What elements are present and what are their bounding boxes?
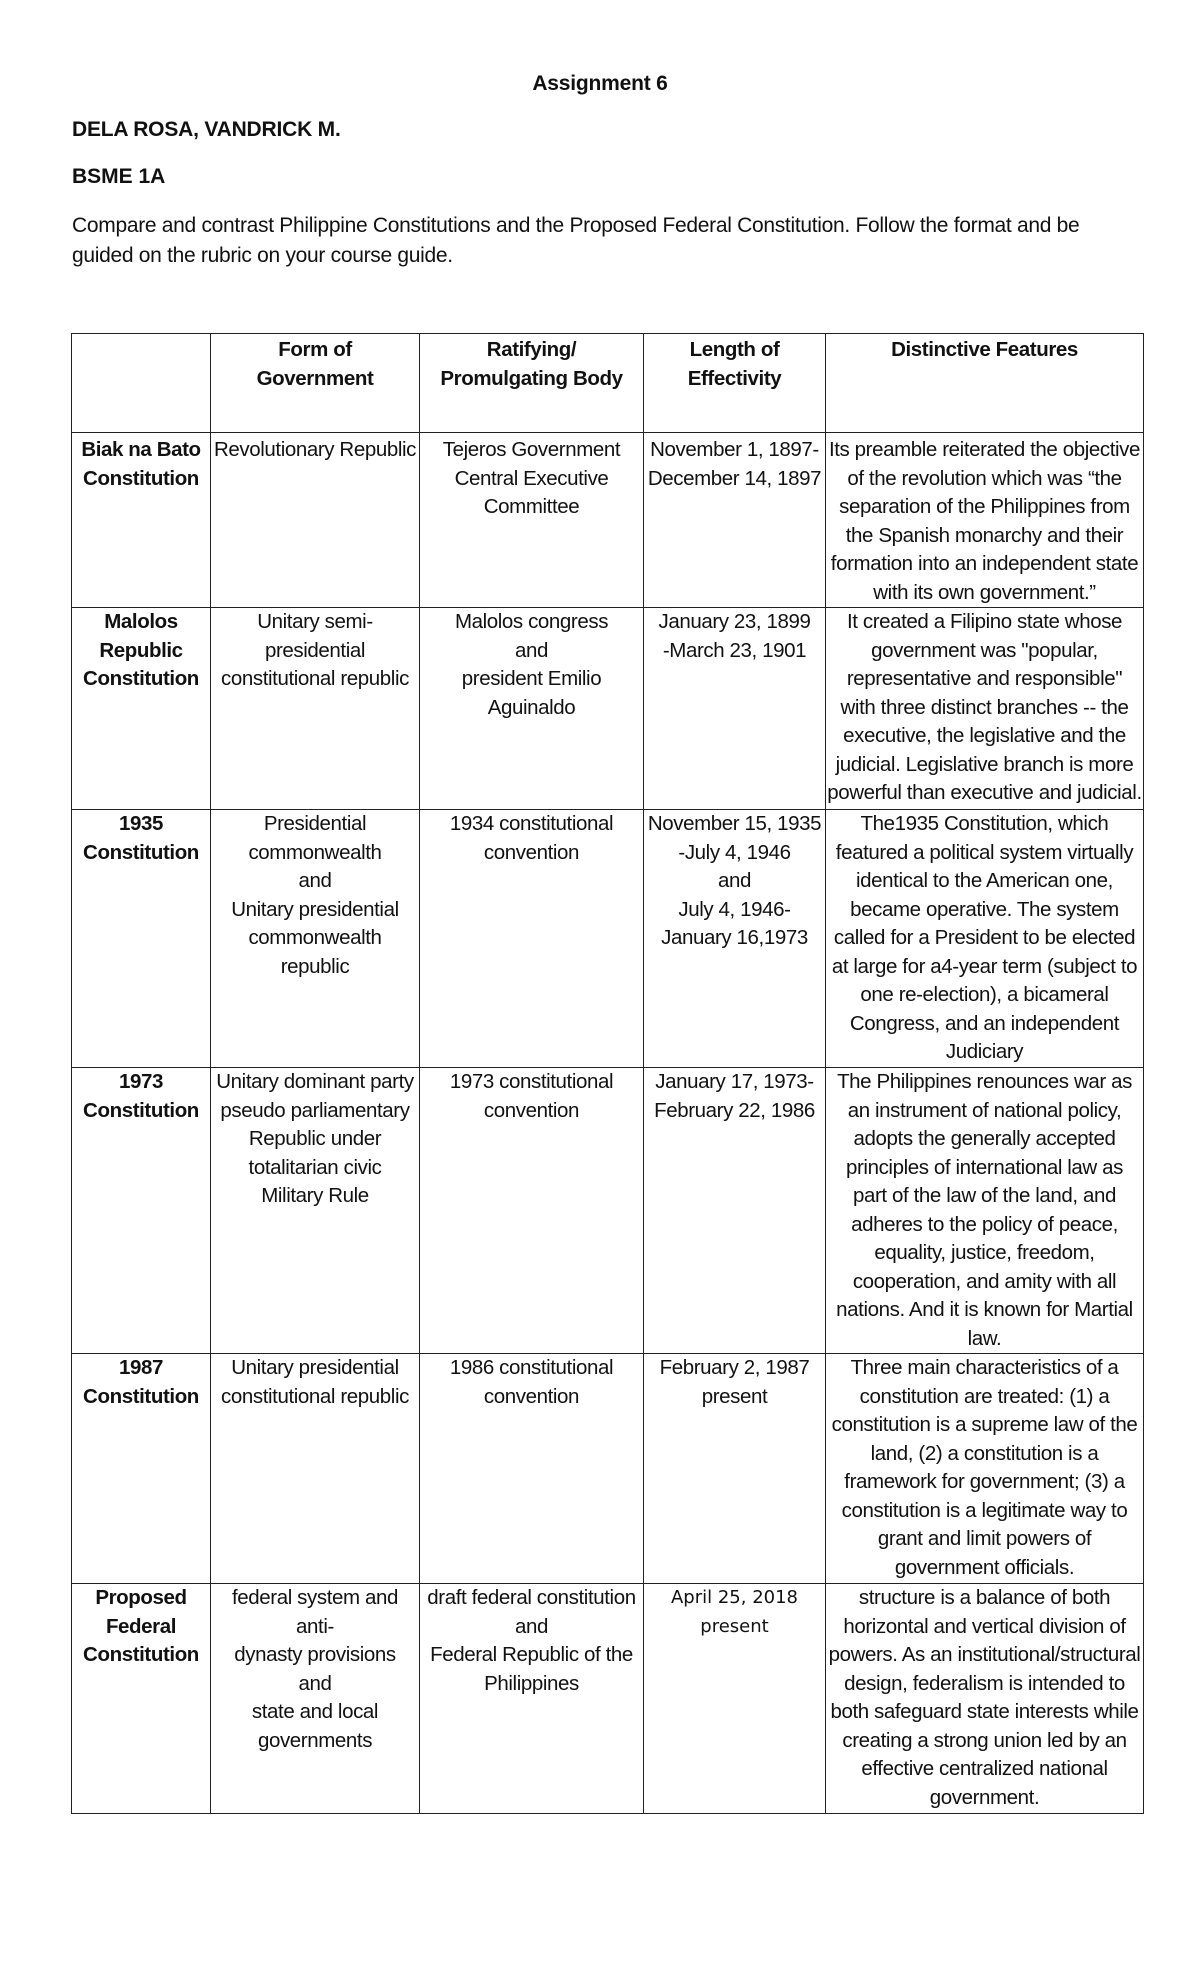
features-cell: The1935 Constitution, which featured a political system virtually identical to the American one, became operative. The system called for a President to be elected at large for a4-year term (subject to one re-election), a bicameral Congress, and an independent Judiciary	[826, 810, 1144, 1068]
features-cell: structure is a balance of both horizontal and vertical division of powers. As an institutional/structural design, federalism is intended to both safeguard state interests while creating a strong union led by an effective centralized national government.	[826, 1584, 1144, 1814]
length-cell: November 1, 1897- December 14, 1897	[644, 433, 826, 608]
row-name-cell: 1973 Constitution	[72, 1068, 211, 1354]
row-name-cell: Proposed Federal Constitution	[72, 1584, 211, 1814]
instructions-text: Compare and contrast Philippine Constitutions and the Proposed Federal Constitution. Follow the format and be guided on the rubric on your course guide.	[72, 214, 1080, 267]
length-cell: January 17, 1973- February 22, 1986	[644, 1068, 826, 1354]
header-ratifying-body: Ratifying/ Promulgating Body	[420, 334, 644, 433]
body-cell: draft federal constitution and Federal Republic of the Philippines	[420, 1584, 644, 1814]
features-cell: Three main characteristics of a constitution are treated: (1) a constitution is a supreme law of the land, (2) a constitution is a framework for government; (3) a constitution is a legitimate way to grant and limit powers of government officials.	[826, 1354, 1144, 1584]
row-name-cell: 1987 Constitution	[72, 1354, 211, 1584]
form-cell: Unitary dominant party pseudo parliamentary Republic under totalitarian civic Military Rule	[211, 1068, 420, 1354]
header-form-of-government: Form of Government	[211, 334, 420, 433]
table-row	[72, 1584, 1144, 1814]
table-row	[72, 433, 1144, 608]
assignment-title: Assignment 6	[532, 72, 668, 95]
row-name-cell: Malolos Republic Constitution	[72, 608, 211, 810]
form-cell: Presidential commonwealth and Unitary presidential commonwealth republic	[211, 810, 420, 1068]
body-cell: 1973 constitutional convention	[420, 1068, 644, 1354]
header-length-of-effectivity: Length of Effectivity	[644, 334, 826, 433]
form-cell: Unitary presidential constitutional republic	[211, 1354, 420, 1584]
table-row	[72, 810, 1144, 1068]
length-cell: February 2, 1987 present	[644, 1354, 826, 1584]
student-section: BSME 1A	[72, 165, 166, 188]
features-cell: Its preamble reiterated the objective of the revolution which was “the separation of the Philippines from the Spanish monarchy and their formation into an independent state with its own government.”	[826, 433, 1144, 608]
form-cell: federal system and anti- dynasty provisions and state and local governments	[211, 1584, 420, 1814]
form-cell: Revolutionary Republic	[211, 433, 420, 608]
features-cell: The Philippines renounces war as an instrument of national policy, adopts the generally accepted principles of international law as part of the law of the land, and adheres to the policy of peace, equality, justice, freedom, cooperation, and amity with all nations. And it is known for Martial law.	[826, 1068, 1144, 1354]
body-cell: 1986 constitutional convention	[420, 1354, 644, 1584]
student-name: DELA ROSA, VANDRICK M.	[72, 118, 341, 141]
length-cell: April 25, 2018 present	[644, 1584, 826, 1814]
table-row	[72, 608, 1144, 810]
form-cell: Unitary semi- presidential constitutional republic	[211, 608, 420, 810]
body-cell: 1934 constitutional convention	[420, 810, 644, 1068]
body-cell: Tejeros Government Central Executive Committee	[420, 433, 644, 608]
features-cell: It created a Filipino state whose government was "popular, representative and responsible" with three distinct branches -- the executive, the legislative and the judicial. Legislative branch is more powerful than executive and judicial.	[826, 608, 1144, 810]
length-cell: November 15, 1935 -July 4, 1946 and July 4, 1946- January 16,1973	[644, 810, 826, 1068]
row-name-cell: Biak na Bato Constitution	[72, 433, 211, 608]
row-name-cell: 1935 Constitution	[72, 810, 211, 1068]
body-cell: Malolos congress and president Emilio Aguinaldo	[420, 608, 644, 810]
header-empty-cell	[72, 334, 211, 433]
table-row	[72, 1068, 1144, 1354]
length-cell: January 23, 1899 -March 23, 1901	[644, 608, 826, 810]
comparison-table	[71, 333, 1144, 1814]
header-distinctive-features: Distinctive Features	[826, 334, 1144, 433]
table-row	[72, 1354, 1144, 1584]
table-header-row	[72, 334, 1144, 433]
